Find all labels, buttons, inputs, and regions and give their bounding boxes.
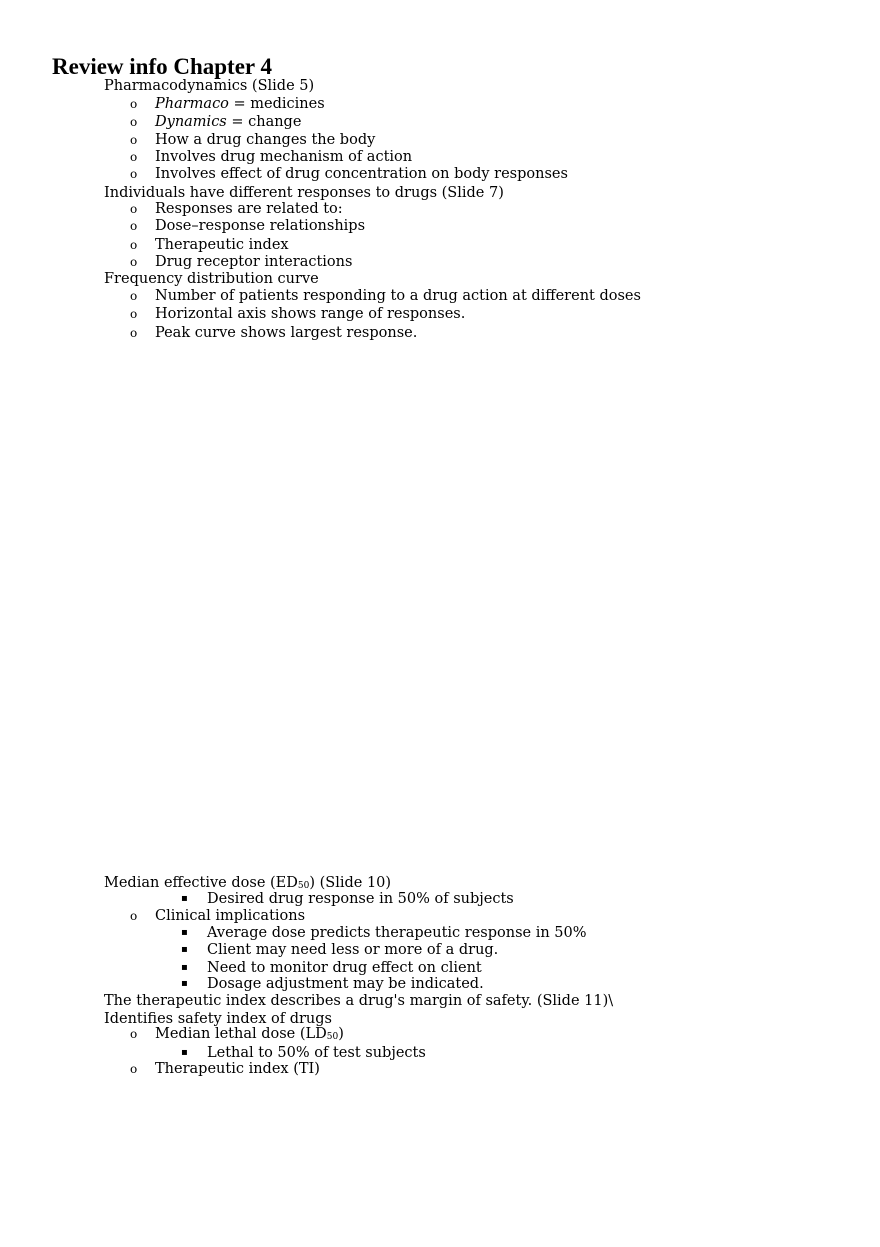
bullet-circle-icon: o bbox=[130, 238, 138, 252]
list-item: Need to monitor drug effect on client bbox=[207, 960, 482, 976]
paragraph-safety-index: Identifies safety index of drugs bbox=[104, 1011, 332, 1027]
list-item: Therapeutic index bbox=[155, 237, 289, 253]
bullet-square-icon: ▪ bbox=[181, 978, 188, 989]
bullet-circle-icon: o bbox=[130, 1062, 138, 1076]
list-item: Lethal to 50% of test subjects bbox=[207, 1045, 426, 1061]
term-dynamics: Dynamics bbox=[155, 114, 227, 130]
bullet-circle-icon: o bbox=[130, 909, 138, 923]
bullet-circle-icon: o bbox=[130, 289, 138, 303]
list-item: Dose–response relationships bbox=[155, 218, 366, 234]
list-item bbox=[155, 1025, 344, 1043]
list-item: Client may need less or more of a drug. bbox=[207, 942, 499, 958]
bullet-circle-icon: o bbox=[130, 202, 138, 216]
list-item: Therapeutic index (TI) bbox=[155, 1061, 320, 1077]
subscript: 50 bbox=[297, 881, 310, 891]
list-item: Average dose predicts therapeutic response in 50% bbox=[207, 925, 587, 941]
list-item: Clinical implications bbox=[155, 908, 306, 924]
list-item: Number of patients responding to a drug action at different doses bbox=[155, 288, 641, 304]
list-item: Involves effect of drug concentration on body responses bbox=[155, 166, 568, 182]
item-text: Median lethal dose (LD bbox=[155, 1026, 327, 1042]
list-item: Drug receptor interactions bbox=[155, 254, 353, 270]
bullet-circle-icon: o bbox=[130, 133, 138, 147]
list-item: Desired drug response in 50% of subjects bbox=[207, 891, 514, 907]
section-heading-frequency-distribution: Frequency distribution curve bbox=[104, 271, 319, 287]
bullet-circle-icon: o bbox=[130, 150, 138, 164]
term-pharmaco: Pharmaco bbox=[155, 96, 229, 112]
list-item bbox=[155, 95, 325, 113]
list-item: Horizontal axis shows range of responses. bbox=[155, 306, 466, 322]
bullet-square-icon: ▪ bbox=[181, 927, 188, 938]
section-heading-therapeutic-index: The therapeutic index describes a drug's margin of safety. (Slide 11)\ bbox=[104, 993, 614, 1009]
bullet-circle-icon: o bbox=[130, 1027, 138, 1041]
list-item: Peak curve shows largest response. bbox=[155, 325, 418, 341]
subscript: 50 bbox=[326, 1032, 339, 1042]
bullet-circle-icon: o bbox=[130, 307, 138, 321]
list-item: Responses are related to: bbox=[155, 201, 343, 217]
bullet-circle-icon: o bbox=[130, 326, 138, 340]
bullet-square-icon: ▪ bbox=[181, 893, 188, 904]
bullet-square-icon: ▪ bbox=[181, 1047, 188, 1058]
section-heading-individual-responses: Individuals have different responses to drugs (Slide 7) bbox=[104, 185, 504, 201]
list-item: Dosage adjustment may be indicated. bbox=[207, 976, 484, 992]
bullet-circle-icon: o bbox=[130, 97, 138, 111]
heading-text: Median effective dose (ED bbox=[104, 875, 298, 891]
bullet-circle-icon: o bbox=[130, 255, 138, 269]
list-item: How a drug changes the body bbox=[155, 132, 376, 148]
bullet-circle-icon: o bbox=[130, 219, 138, 233]
bullet-circle-icon: o bbox=[130, 167, 138, 181]
list-item bbox=[155, 113, 301, 131]
term-definition: = change bbox=[226, 114, 302, 130]
bullet-square-icon: ▪ bbox=[181, 944, 188, 955]
bullet-circle-icon: o bbox=[130, 115, 138, 129]
list-item: Involves drug mechanism of action bbox=[155, 149, 413, 165]
section-heading-pharmacodynamics: Pharmacodynamics (Slide 5) bbox=[104, 78, 315, 94]
item-text: ) bbox=[338, 1026, 344, 1042]
bullet-square-icon: ▪ bbox=[181, 962, 188, 973]
page-title: Review info Chapter 4 bbox=[52, 54, 272, 79]
term-definition: = medicines bbox=[228, 96, 325, 112]
heading-text: ) (Slide 10) bbox=[309, 875, 392, 891]
